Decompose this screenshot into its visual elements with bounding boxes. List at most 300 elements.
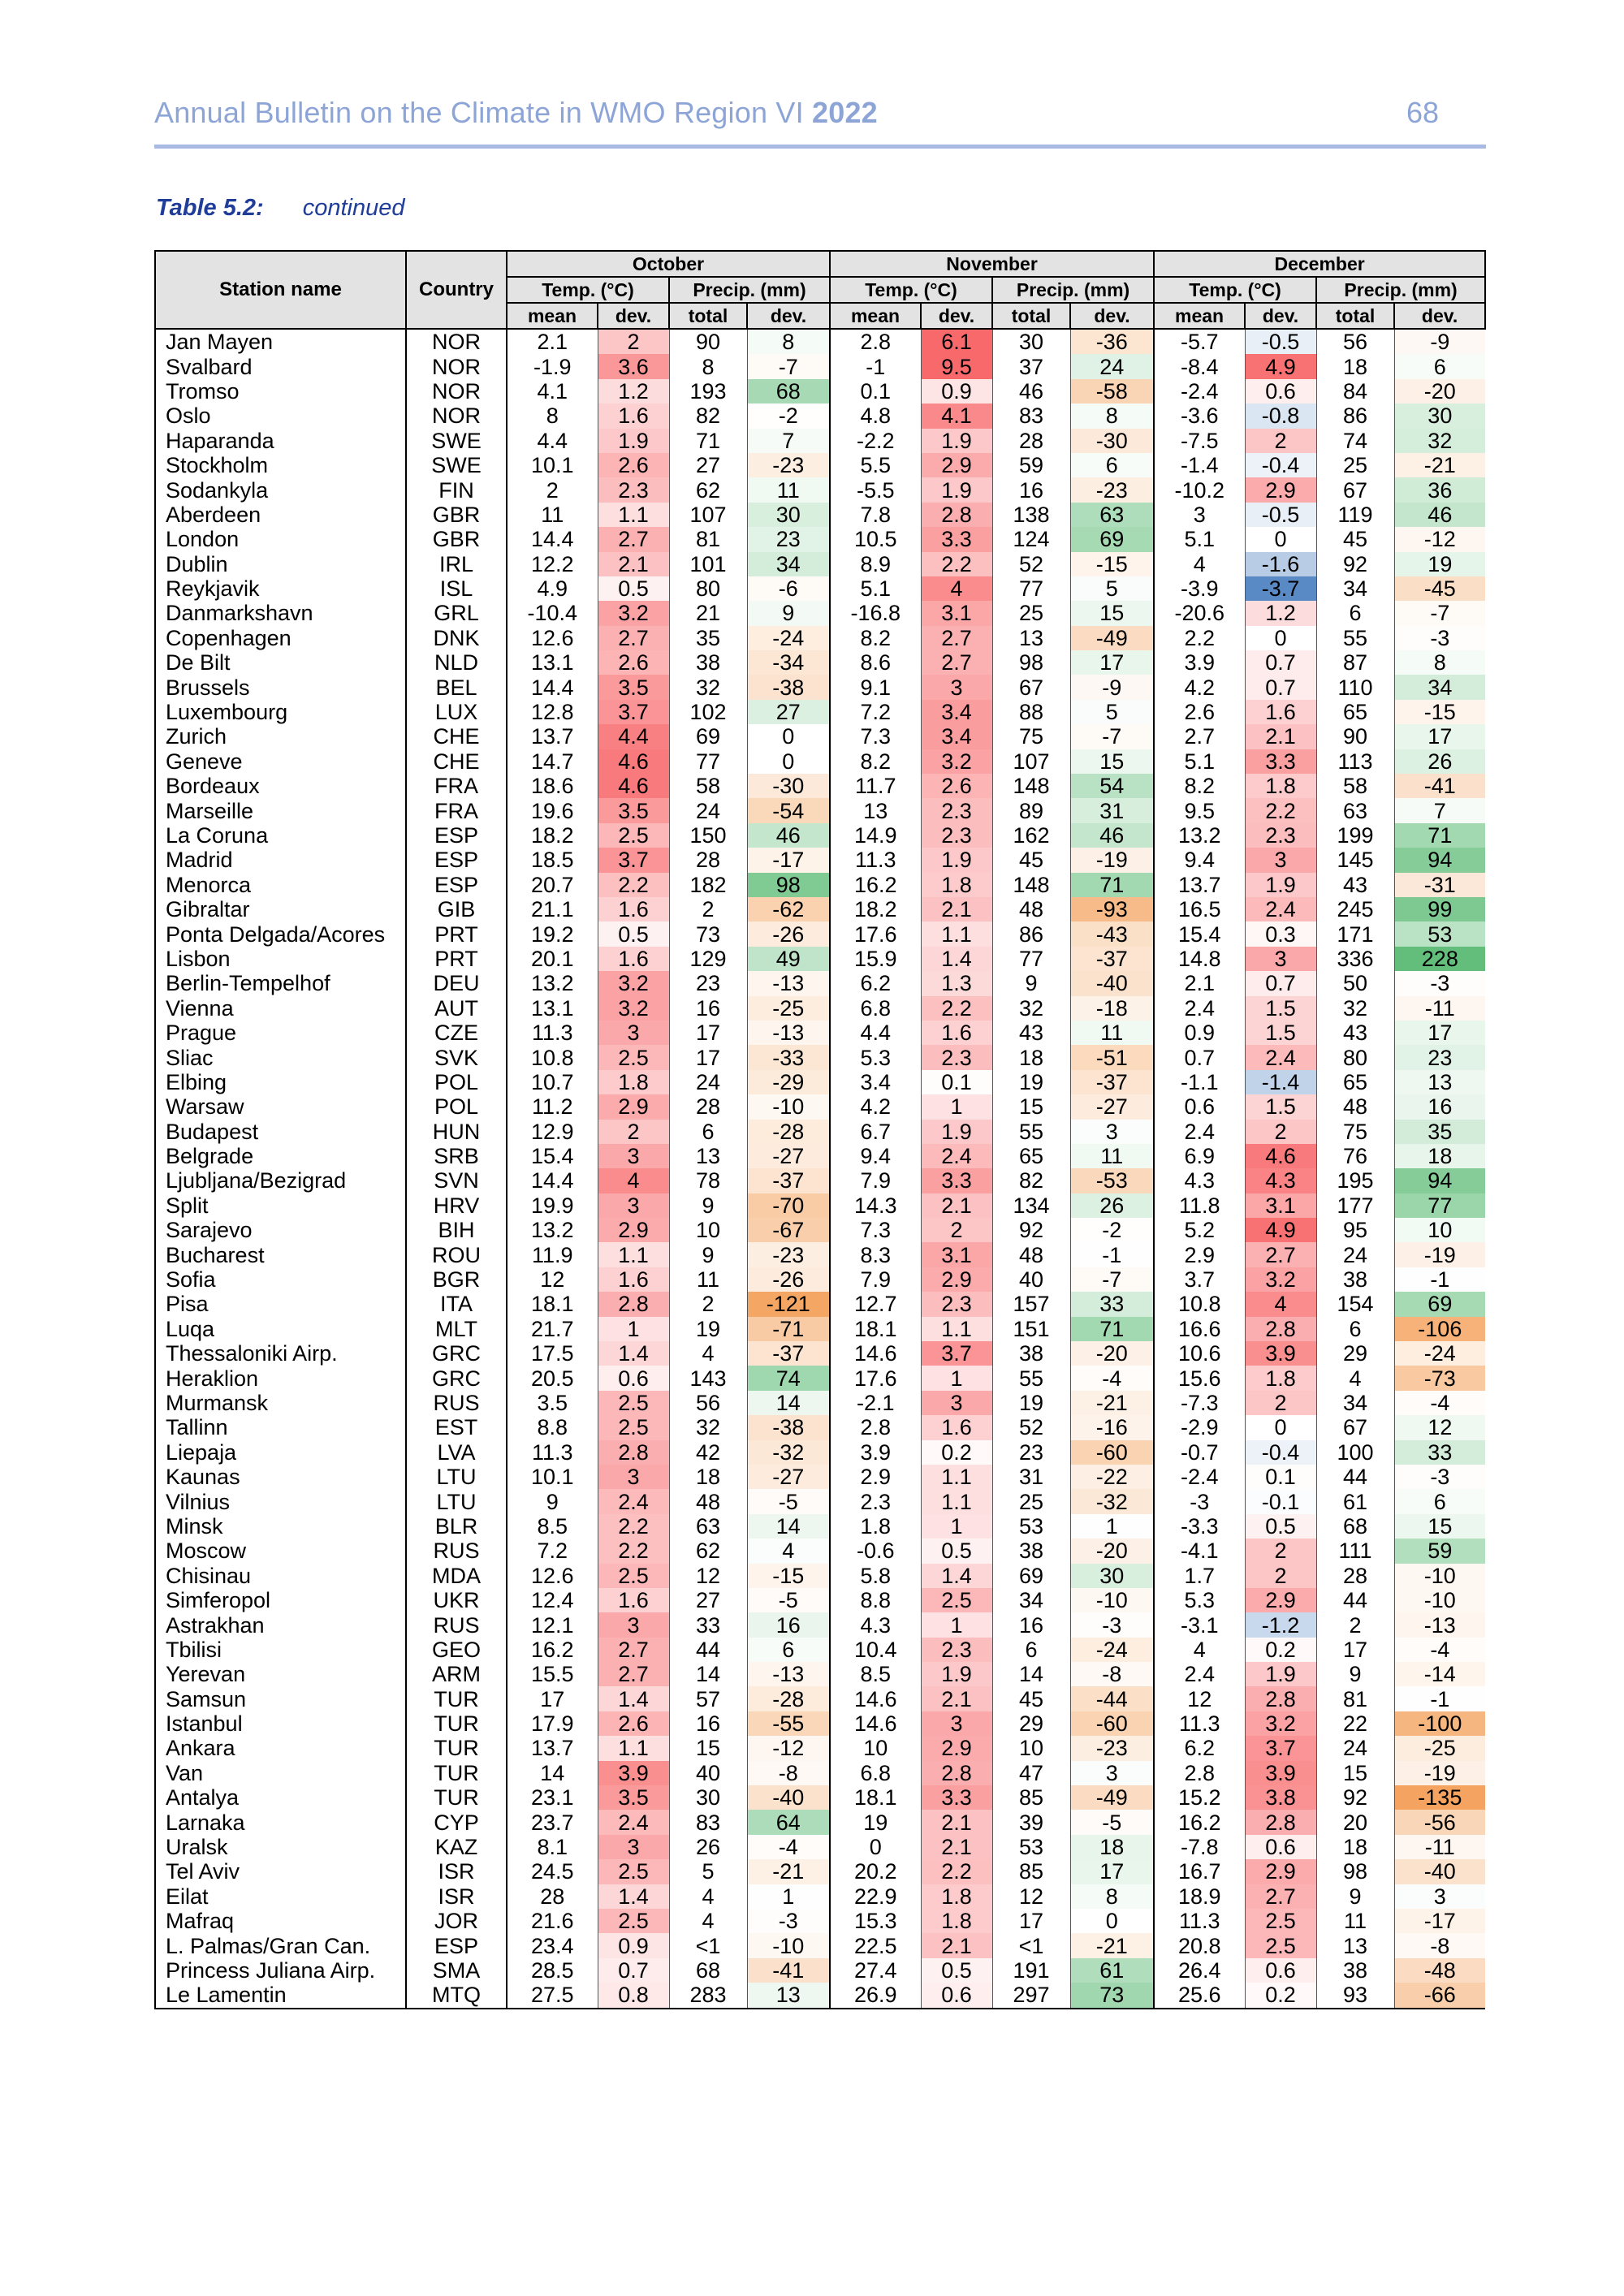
nov-temp-mean-cell: 26.9 (830, 1983, 921, 2008)
nov-temp-dev-cell: 0.5 (921, 1539, 992, 1563)
dec-temp-mean-cell: 3.7 (1154, 1267, 1245, 1292)
dec-precip-dev-cell: 15 (1394, 1514, 1485, 1539)
nov-temp-mean-cell: 5.3 (830, 1045, 921, 1069)
nov-precip-total-cell: 65 (992, 1144, 1070, 1168)
nov-temp-mean-cell: 17.6 (830, 921, 921, 946)
station-name-cell: Luxembourg (155, 700, 406, 724)
dec-precip-dev-cell: -25 (1394, 1736, 1485, 1760)
nov-precip-total-cell: 25 (992, 601, 1070, 625)
station-name-cell: Gibraltar (155, 897, 406, 921)
dec-temp-mean-cell: 13.7 (1154, 873, 1245, 897)
oct-temp-dev-cell: 1.1 (598, 1242, 669, 1267)
station-name-cell: Moscow (155, 1539, 406, 1563)
dec-temp-dev-cell: 3.8 (1245, 1785, 1316, 1810)
oct-temp-mean-cell: 17.5 (507, 1341, 598, 1366)
dec-precip-dev-cell: -48 (1394, 1958, 1485, 1983)
oct-temp-mean-cell: 12.1 (507, 1612, 598, 1637)
table-row (155, 1810, 1485, 1834)
dec-precip-total-cell: 15 (1316, 1761, 1394, 1785)
nov-temp-mean-cell: 6.8 (830, 1761, 921, 1785)
nov-temp-mean-cell: 5.5 (830, 453, 921, 477)
nov-precip-dev-cell: -10 (1070, 1588, 1154, 1612)
oct-precip-dev-cell: -12 (747, 1736, 830, 1760)
table-row (155, 1489, 1485, 1513)
oct-precip-total-cell: 68 (669, 1958, 747, 1983)
dec-temp-dev-cell: 3.2 (1245, 1267, 1316, 1292)
oct-precip-total-cell: 26 (669, 1835, 747, 1859)
oct-temp-dev-cell: 1.2 (598, 379, 669, 404)
nov-precip-total-cell: 75 (992, 724, 1070, 749)
station-name-cell: Astrakhan (155, 1612, 406, 1637)
dec-precip-dev-cell: -41 (1394, 774, 1485, 798)
nov-precip-dev-cell: -49 (1070, 1785, 1154, 1810)
station-name-cell: Larnaka (155, 1810, 406, 1834)
dec-temp-dev-cell: 2.9 (1245, 1588, 1316, 1612)
country-cell: ISR (406, 1859, 507, 1884)
dec-precip-total-cell: 20 (1316, 1810, 1394, 1834)
station-name-cell: Sliac (155, 1045, 406, 1069)
nov-temp-mean-cell: -5.5 (830, 477, 921, 502)
nov-precip-total-cell: 77 (992, 576, 1070, 601)
table-row (155, 1736, 1485, 1760)
dec-temp-dev-cell: 0 (1245, 626, 1316, 650)
oct-precip-dev-cell: -8 (747, 1761, 830, 1785)
oct-precip-total-cell: 28 (669, 848, 747, 872)
dec-precip-dev-cell: 53 (1394, 921, 1485, 946)
oct-temp-dev-cell: 3 (598, 1465, 669, 1489)
dec-temp-mean-cell: -0.7 (1154, 1440, 1245, 1465)
country-cell: MDA (406, 1564, 507, 1588)
oct-temp-mean-cell: 21.7 (507, 1317, 598, 1341)
oct-precip-dev-cell: -13 (747, 1662, 830, 1686)
dec-temp-mean-cell: 8.2 (1154, 774, 1245, 798)
nov-temp-mean-cell: 16.2 (830, 873, 921, 897)
dec-precip-total-cell: 80 (1316, 1045, 1394, 1069)
oct-temp-dev-cell: 3.5 (598, 1785, 669, 1810)
oct-temp-mean-cell: 10.1 (507, 1465, 598, 1489)
oct-precip-dev-cell: 34 (747, 552, 830, 576)
oct-precip-total-cell: 10 (669, 1218, 747, 1242)
oct-temp-dev-cell: 2.2 (598, 1514, 669, 1539)
dec-precip-total-cell: 86 (1316, 404, 1394, 428)
nov-precip-total-cell: 16 (992, 1612, 1070, 1637)
oct-temp-mean-cell: 13.1 (507, 650, 598, 675)
dec-temp-mean-cell: 3.9 (1154, 650, 1245, 675)
oct-precip-total-cell: 90 (669, 329, 747, 354)
table-row (155, 1835, 1485, 1859)
dec-precip-dev-cell: -17 (1394, 1909, 1485, 1933)
oct-temp-mean-cell: 16.2 (507, 1638, 598, 1662)
dec-precip-total-cell: 4 (1316, 1366, 1394, 1390)
dec-temp-dev-cell: 0.1 (1245, 1465, 1316, 1489)
dec-temp-dev-cell: 2 (1245, 429, 1316, 453)
header-precip: Precip. (mm) (992, 277, 1154, 303)
nov-temp-mean-cell: 10.4 (830, 1638, 921, 1662)
oct-temp-mean-cell: 18.6 (507, 774, 598, 798)
nov-temp-dev-cell: 2.1 (921, 1933, 992, 1957)
dec-temp-mean-cell: -20.6 (1154, 601, 1245, 625)
oct-temp-dev-cell: 2.4 (598, 1810, 669, 1834)
oct-temp-dev-cell: 4.6 (598, 749, 669, 774)
oct-temp-dev-cell: 2 (598, 1120, 669, 1144)
nov-temp-dev-cell: 2.5 (921, 1588, 992, 1612)
dec-precip-total-cell: 9 (1316, 1884, 1394, 1909)
table-row (155, 1045, 1485, 1069)
table-caption-label: Table 5.2: (156, 195, 264, 221)
dec-temp-dev-cell: -0.4 (1245, 1440, 1316, 1465)
dec-precip-dev-cell: 12 (1394, 1415, 1485, 1439)
header-temp: Temp. (°C) (507, 277, 669, 303)
dec-temp-dev-cell: 0.2 (1245, 1983, 1316, 2008)
dec-precip-total-cell: 75 (1316, 1120, 1394, 1144)
nov-temp-mean-cell: 18.2 (830, 897, 921, 921)
dec-precip-dev-cell: -135 (1394, 1785, 1485, 1810)
oct-precip-total-cell: 24 (669, 1070, 747, 1094)
table-caption (156, 195, 404, 222)
nov-temp-dev-cell: 2.9 (921, 1736, 992, 1760)
country-cell: DEU (406, 971, 507, 995)
table-row (155, 601, 1485, 625)
dec-precip-total-cell: 17 (1316, 1638, 1394, 1662)
nov-temp-mean-cell: 14.9 (830, 823, 921, 848)
oct-precip-total-cell: 27 (669, 1588, 747, 1612)
nov-precip-dev-cell: -23 (1070, 477, 1154, 502)
dec-precip-dev-cell: -15 (1394, 700, 1485, 724)
oct-precip-dev-cell: -32 (747, 1440, 830, 1465)
oct-precip-total-cell: 17 (669, 1045, 747, 1069)
table-row (155, 1070, 1485, 1094)
nov-precip-total-cell: 85 (992, 1785, 1070, 1810)
nov-temp-mean-cell: 15.9 (830, 947, 921, 971)
country-cell: FRA (406, 798, 507, 822)
oct-temp-dev-cell: 1.9 (598, 429, 669, 453)
oct-precip-dev-cell: -27 (747, 1144, 830, 1168)
oct-temp-mean-cell: 15.4 (507, 1144, 598, 1168)
station-name-cell: Belgrade (155, 1144, 406, 1168)
oct-temp-dev-cell: 0.5 (598, 921, 669, 946)
station-name-cell: Vienna (155, 996, 406, 1021)
station-name-cell: Marseille (155, 798, 406, 822)
nov-temp-dev-cell: 2.4 (921, 1144, 992, 1168)
dec-precip-dev-cell: -10 (1394, 1564, 1485, 1588)
nov-temp-mean-cell: 4.8 (830, 404, 921, 428)
station-name-cell: Berlin-Tempelhof (155, 971, 406, 995)
nov-temp-mean-cell: 7.2 (830, 700, 921, 724)
dec-precip-dev-cell: 228 (1394, 947, 1485, 971)
dec-temp-mean-cell: 4.2 (1154, 675, 1245, 699)
nov-temp-mean-cell: -16.8 (830, 601, 921, 625)
dec-temp-dev-cell: 3 (1245, 848, 1316, 872)
header-month-november: November (830, 251, 1154, 277)
oct-precip-total-cell: 8 (669, 354, 747, 378)
dec-temp-mean-cell: -3.6 (1154, 404, 1245, 428)
oct-temp-mean-cell: 12 (507, 1267, 598, 1292)
country-cell: BGR (406, 1267, 507, 1292)
nov-temp-dev-cell: 3.1 (921, 601, 992, 625)
dec-temp-dev-cell: 1.5 (1245, 1021, 1316, 1045)
oct-precip-total-cell: 4 (669, 1909, 747, 1933)
nov-temp-mean-cell: 6.2 (830, 971, 921, 995)
table-row (155, 1193, 1485, 1218)
dec-precip-total-cell: 6 (1316, 1317, 1394, 1341)
nov-precip-total-cell: 34 (992, 1588, 1070, 1612)
country-cell: RUS (406, 1612, 507, 1637)
dec-temp-dev-cell: 3.7 (1245, 1736, 1316, 1760)
nov-temp-dev-cell: 2.3 (921, 798, 992, 822)
nov-temp-dev-cell: 1.1 (921, 1489, 992, 1513)
dec-precip-dev-cell: 34 (1394, 675, 1485, 699)
dec-precip-dev-cell: 16 (1394, 1094, 1485, 1119)
dec-temp-mean-cell: 2.6 (1154, 700, 1245, 724)
country-cell: FIN (406, 477, 507, 502)
header-dev: dev. (598, 303, 669, 329)
table-row (155, 1514, 1485, 1539)
oct-temp-dev-cell: 2.9 (598, 1218, 669, 1242)
dec-precip-total-cell: 38 (1316, 1958, 1394, 1983)
nov-temp-mean-cell: 7.8 (830, 503, 921, 527)
nov-precip-dev-cell: 73 (1070, 1983, 1154, 2008)
dec-precip-dev-cell: -66 (1394, 1983, 1485, 2008)
nov-precip-dev-cell: 26 (1070, 1193, 1154, 1218)
nov-precip-total-cell: 47 (992, 1761, 1070, 1785)
oct-precip-total-cell: 2 (669, 897, 747, 921)
station-name-cell: Antalya (155, 1785, 406, 1810)
nov-precip-dev-cell: 1 (1070, 1514, 1154, 1539)
country-cell: ISR (406, 1884, 507, 1909)
station-name-cell: Svalbard (155, 354, 406, 378)
nov-temp-dev-cell: 2.3 (921, 823, 992, 848)
header-dev: dev. (1245, 303, 1316, 329)
nov-precip-dev-cell: 0 (1070, 1909, 1154, 1933)
dec-precip-dev-cell: -13 (1394, 1612, 1485, 1637)
country-cell: TUR (406, 1785, 507, 1810)
dec-temp-dev-cell: 0.3 (1245, 921, 1316, 946)
oct-temp-dev-cell: 1.6 (598, 897, 669, 921)
oct-precip-total-cell: 40 (669, 1761, 747, 1785)
dec-precip-dev-cell: -4 (1394, 1391, 1485, 1415)
oct-temp-dev-cell: 3.2 (598, 996, 669, 1021)
oct-precip-dev-cell: 0 (747, 749, 830, 774)
nov-precip-total-cell: 19 (992, 1391, 1070, 1415)
nov-temp-dev-cell: 3 (921, 1391, 992, 1415)
oct-precip-total-cell: 42 (669, 1440, 747, 1465)
nov-precip-total-cell: 29 (992, 1711, 1070, 1736)
table-row (155, 650, 1485, 675)
nov-precip-total-cell: 88 (992, 700, 1070, 724)
nov-precip-dev-cell: -40 (1070, 971, 1154, 995)
station-name-cell: Ljubljana/Bezigrad (155, 1168, 406, 1193)
nov-precip-total-cell: 15 (992, 1094, 1070, 1119)
oct-precip-dev-cell: -38 (747, 675, 830, 699)
dec-temp-dev-cell: -1.2 (1245, 1612, 1316, 1637)
header-month-december: December (1154, 251, 1485, 277)
nov-precip-dev-cell: 63 (1070, 503, 1154, 527)
dec-temp-mean-cell: -8.4 (1154, 354, 1245, 378)
nov-precip-total-cell: 53 (992, 1835, 1070, 1859)
nov-temp-mean-cell: 7.9 (830, 1267, 921, 1292)
nov-precip-dev-cell: -7 (1070, 724, 1154, 749)
dec-precip-dev-cell: 59 (1394, 1539, 1485, 1563)
oct-precip-total-cell: 4 (669, 1341, 747, 1366)
dec-precip-dev-cell: -12 (1394, 527, 1485, 551)
country-cell: PRT (406, 921, 507, 946)
oct-precip-total-cell: 14 (669, 1662, 747, 1686)
country-cell: IRL (406, 552, 507, 576)
nov-precip-dev-cell: -20 (1070, 1539, 1154, 1563)
station-name-cell: Mafraq (155, 1909, 406, 1933)
oct-precip-total-cell: 17 (669, 1021, 747, 1045)
nov-temp-mean-cell: 4.4 (830, 1021, 921, 1045)
nov-precip-dev-cell: 15 (1070, 601, 1154, 625)
dec-precip-dev-cell: -40 (1394, 1859, 1485, 1884)
oct-precip-dev-cell: -67 (747, 1218, 830, 1242)
oct-temp-mean-cell: 19.6 (507, 798, 598, 822)
nov-temp-mean-cell: 19 (830, 1810, 921, 1834)
dec-precip-total-cell: 119 (1316, 503, 1394, 527)
nov-temp-mean-cell: 9.4 (830, 1144, 921, 1168)
nov-precip-dev-cell: -15 (1070, 552, 1154, 576)
nov-precip-dev-cell: -3 (1070, 1612, 1154, 1637)
nov-precip-dev-cell: -1 (1070, 1242, 1154, 1267)
header-mean: mean (507, 303, 598, 329)
dec-temp-mean-cell: -1.4 (1154, 453, 1245, 477)
oct-precip-dev-cell: -13 (747, 1021, 830, 1045)
nov-temp-dev-cell: 3.2 (921, 749, 992, 774)
dec-temp-dev-cell: 2.4 (1245, 1045, 1316, 1069)
dec-temp-mean-cell: -1.1 (1154, 1070, 1245, 1094)
country-cell: ARM (406, 1662, 507, 1686)
oct-precip-total-cell: 27 (669, 453, 747, 477)
country-cell: BIH (406, 1218, 507, 1242)
country-cell: NOR (406, 329, 507, 354)
oct-precip-dev-cell: 14 (747, 1514, 830, 1539)
station-name-cell: Danmarkshavn (155, 601, 406, 625)
dec-precip-total-cell: 87 (1316, 650, 1394, 675)
oct-temp-mean-cell: 13.7 (507, 724, 598, 749)
oct-precip-total-cell: 73 (669, 921, 747, 946)
nov-temp-dev-cell: 2.1 (921, 1810, 992, 1834)
nov-precip-dev-cell: -43 (1070, 921, 1154, 946)
country-cell: ISL (406, 576, 507, 601)
oct-temp-mean-cell: 18.2 (507, 823, 598, 848)
nov-precip-total-cell: 82 (992, 1168, 1070, 1193)
dec-temp-mean-cell: 11.3 (1154, 1909, 1245, 1933)
dec-temp-dev-cell: 1.8 (1245, 1366, 1316, 1390)
nov-temp-dev-cell: 1 (921, 1094, 992, 1119)
country-cell: TUR (406, 1711, 507, 1736)
table-row (155, 1218, 1485, 1242)
dec-precip-total-cell: 18 (1316, 354, 1394, 378)
table-body (155, 329, 1485, 2009)
oct-precip-dev-cell: -5 (747, 1588, 830, 1612)
nov-precip-dev-cell: -53 (1070, 1168, 1154, 1193)
dec-temp-mean-cell: -7.5 (1154, 429, 1245, 453)
nov-temp-dev-cell: 2.7 (921, 626, 992, 650)
nov-precip-total-cell: 67 (992, 675, 1070, 699)
table-row (155, 897, 1485, 921)
dec-precip-dev-cell: -3 (1394, 1465, 1485, 1489)
country-cell: BEL (406, 675, 507, 699)
oct-temp-mean-cell: 27.5 (507, 1983, 598, 2008)
table-row (155, 675, 1485, 699)
nov-temp-dev-cell: 3.3 (921, 1785, 992, 1810)
oct-temp-dev-cell: 0.9 (598, 1933, 669, 1957)
dec-temp-dev-cell: 2.7 (1245, 1242, 1316, 1267)
nov-temp-mean-cell: 0 (830, 1835, 921, 1859)
nov-temp-dev-cell: 4.1 (921, 404, 992, 428)
oct-temp-dev-cell: 2.2 (598, 873, 669, 897)
table-row (155, 1785, 1485, 1810)
dec-precip-dev-cell: 77 (1394, 1193, 1485, 1218)
nov-precip-total-cell: 148 (992, 873, 1070, 897)
station-name-cell: Pisa (155, 1292, 406, 1316)
oct-precip-dev-cell: 49 (747, 947, 830, 971)
nov-temp-dev-cell: 2.3 (921, 1292, 992, 1316)
nov-precip-total-cell: 297 (992, 1983, 1070, 2008)
station-name-cell: Tel Aviv (155, 1859, 406, 1884)
oct-temp-dev-cell: 2.7 (598, 1638, 669, 1662)
station-name-cell: Warsaw (155, 1094, 406, 1119)
station-name-cell: De Bilt (155, 650, 406, 675)
oct-precip-dev-cell: -33 (747, 1045, 830, 1069)
nov-temp-dev-cell: 1 (921, 1514, 992, 1539)
oct-temp-mean-cell: -1.9 (507, 354, 598, 378)
nov-precip-total-cell: 12 (992, 1884, 1070, 1909)
oct-precip-total-cell: 19 (669, 1317, 747, 1341)
oct-temp-dev-cell: 2.5 (598, 1909, 669, 1933)
dec-precip-total-cell: 92 (1316, 1785, 1394, 1810)
oct-precip-total-cell: 28 (669, 1094, 747, 1119)
dec-temp-dev-cell: 0.7 (1245, 971, 1316, 995)
nov-precip-total-cell: 107 (992, 749, 1070, 774)
nov-precip-dev-cell: -20 (1070, 1341, 1154, 1366)
oct-precip-total-cell: 81 (669, 527, 747, 551)
oct-precip-total-cell: 182 (669, 873, 747, 897)
dec-temp-mean-cell: 9.5 (1154, 798, 1245, 822)
table-row (155, 873, 1485, 897)
table-row (155, 1588, 1485, 1612)
table-row (155, 1120, 1485, 1144)
dec-temp-mean-cell: 14.8 (1154, 947, 1245, 971)
nov-precip-total-cell: 77 (992, 947, 1070, 971)
table-row (155, 404, 1485, 428)
dec-precip-total-cell: 18 (1316, 1835, 1394, 1859)
nov-precip-total-cell: 86 (992, 921, 1070, 946)
country-cell: MLT (406, 1317, 507, 1341)
oct-precip-dev-cell: -15 (747, 1564, 830, 1588)
country-cell: NOR (406, 404, 507, 428)
oct-temp-dev-cell: 2.5 (598, 1415, 669, 1439)
nov-temp-mean-cell: 6.7 (830, 1120, 921, 1144)
oct-precip-dev-cell: -41 (747, 1958, 830, 1983)
oct-temp-dev-cell: 1.6 (598, 1267, 669, 1292)
country-cell: ESP (406, 823, 507, 848)
table-row (155, 823, 1485, 848)
oct-temp-mean-cell: 28 (507, 1884, 598, 1909)
dec-temp-mean-cell: -4.1 (1154, 1539, 1245, 1563)
nov-precip-dev-cell: -58 (1070, 379, 1154, 404)
dec-temp-mean-cell: 20.8 (1154, 1933, 1245, 1957)
country-cell: TUR (406, 1686, 507, 1711)
oct-temp-dev-cell: 1.6 (598, 1588, 669, 1612)
oct-temp-mean-cell: 4.4 (507, 429, 598, 453)
dec-temp-mean-cell: 6.2 (1154, 1736, 1245, 1760)
table-row (155, 1933, 1485, 1957)
station-name-cell: Oslo (155, 404, 406, 428)
nov-precip-total-cell: 162 (992, 823, 1070, 848)
nov-precip-total-cell: 98 (992, 650, 1070, 675)
nov-temp-dev-cell: 2.3 (921, 1638, 992, 1662)
